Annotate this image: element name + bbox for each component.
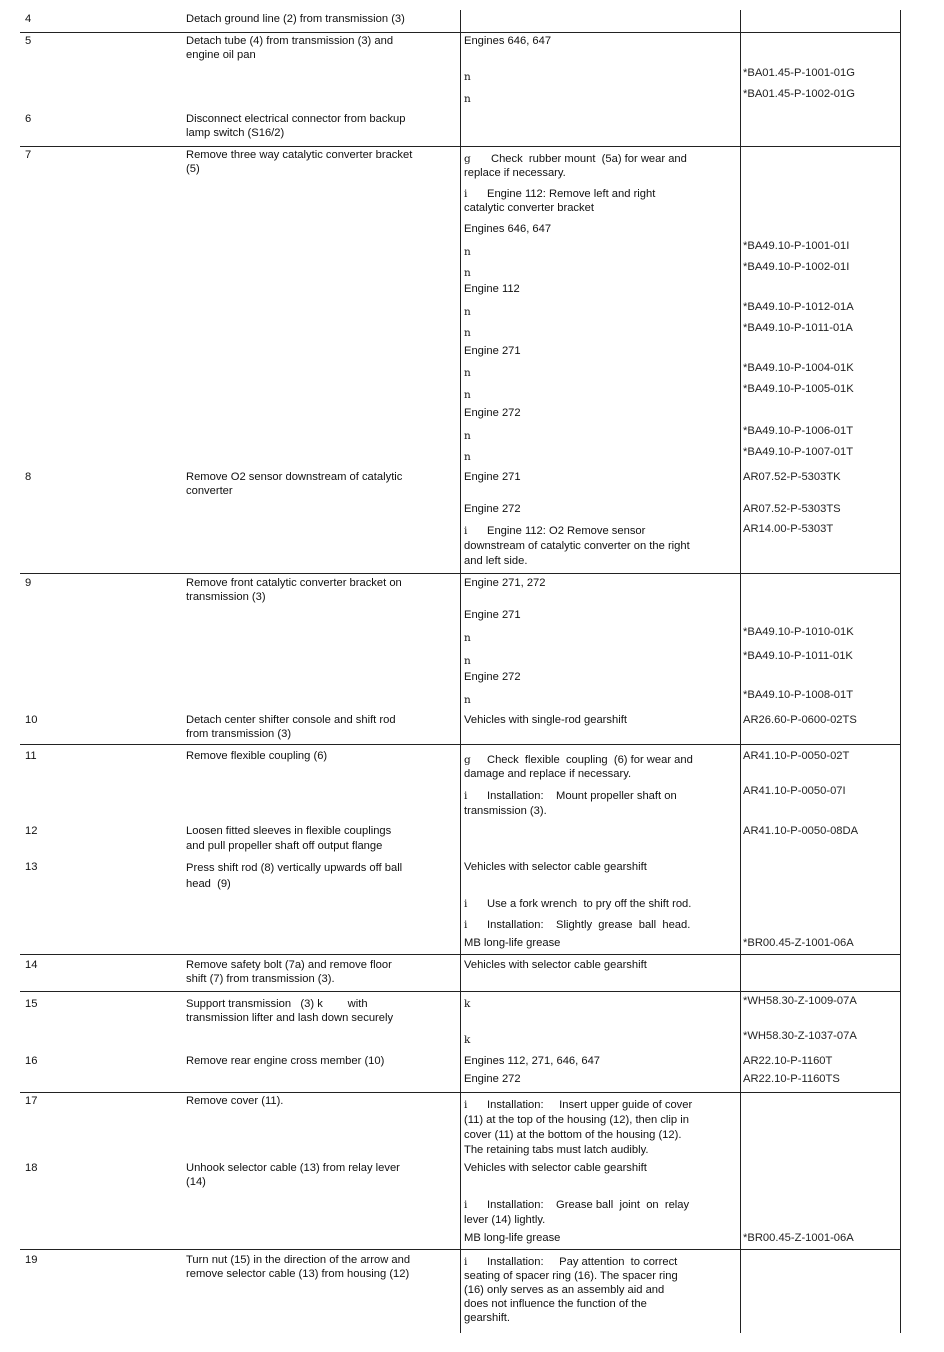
operation-text: Remove safety bolt (7a) and remove floor shift (7) from transmission (3). (186, 959, 392, 985)
operation-text: Remove three way catalytic converter bracket (5) (186, 149, 413, 175)
reference-link[interactable]: *BR00.45-Z-1001-06A (743, 937, 854, 949)
operation-text: Remove rear engine cross member (10) (186, 1055, 385, 1067)
row-divider (20, 954, 901, 955)
column-divider (740, 10, 741, 1333)
note-text: Check rubber mount (5a) for wear and replace if necessary. (464, 153, 687, 179)
info-icon: i (464, 525, 468, 537)
reference-link[interactable]: *BA49.10-P-1012-01A (743, 301, 854, 313)
note-text: Vehicles with selector cable gearshift (464, 1162, 647, 1174)
note-text: Installation: Mount propeller shaft on transmission (3). (464, 790, 677, 817)
operation-text: Remove O2 sensor downstream of catalytic converter (186, 471, 403, 497)
reference-link[interactable]: AR22.10-P-1160TS (743, 1073, 840, 1085)
note-text: Engine 271 (464, 471, 521, 483)
note-text: Engines 646, 647 (464, 223, 552, 235)
reference-link[interactable]: *BA49.10-P-1011-01A (743, 322, 853, 334)
info-icon: i (464, 1256, 468, 1268)
step-number: 11 (25, 750, 37, 762)
step-number: 8 (25, 471, 32, 483)
note-text: Engine 112 (464, 283, 520, 295)
row-divider (20, 1249, 901, 1250)
reference-link[interactable]: *BA49.10-P-1001-01I (743, 240, 850, 252)
row-divider (20, 744, 901, 745)
row-divider (20, 991, 901, 992)
column-divider (900, 10, 901, 1333)
note-text: Engine 272 (464, 671, 521, 683)
step-number: 7 (25, 149, 32, 161)
reference-link[interactable]: *BA49.10-P-1006-01T (743, 425, 854, 437)
bullet-icon: n (464, 267, 471, 279)
bullet-icon: n (464, 451, 471, 463)
reference-link[interactable]: *BA49.10-P-1005-01K (743, 383, 854, 395)
note-text: Engine 272 (464, 503, 521, 515)
operation-text: Loosen fitted sleeves in flexible couplings and pull propeller shaft off output flange (186, 825, 392, 852)
operation-text: Remove flexible coupling (6) (186, 750, 328, 762)
note-text: Check flexible coupling (6) for wear and damage and replace if necessary. (464, 754, 693, 780)
info-icon: i (464, 188, 468, 200)
row-divider (20, 573, 901, 574)
note-text: Engines 112, 271, 646, 647 (464, 1055, 601, 1067)
note-text: Engine 272 (464, 407, 521, 419)
bullet-icon: n (464, 71, 471, 83)
reference-link[interactable]: *BA49.10-P-1010-01K (743, 626, 854, 638)
operation-text: Detach center shifter console and shift rod from transmission (3) (186, 714, 396, 740)
info-icon: i (464, 1199, 468, 1211)
operation-text: Remove front catalytic converter bracket on transmission (3) (186, 577, 402, 603)
reference-link[interactable]: *BA49.10-P-1007-01T (743, 446, 854, 458)
reference-link[interactable]: AR14.00-P-5303T (743, 523, 834, 535)
reference-link[interactable]: AR26.60-P-0600-02TS (743, 714, 857, 726)
bullet-icon: n (464, 327, 471, 339)
reference-link[interactable]: *BR00.45-Z-1001-06A (743, 1232, 854, 1244)
note-text: Installation: Insert upper guide of cover (11) at the top of the housing (12), then clip in cover (11) at the bottom of the housing (12). The retaining tabs must latch audibly. (464, 1099, 693, 1156)
row-divider (20, 1092, 901, 1093)
note-text: Vehicles with selector cable gearshift (464, 861, 647, 873)
tool-icon: k (464, 1034, 471, 1046)
step-number: 17 (25, 1095, 38, 1107)
step-number: 5 (25, 35, 32, 47)
reference-link[interactable]: *BA01.45-P-1002-01G (743, 88, 855, 100)
row-divider (20, 32, 901, 33)
note-text: Installation: Grease ball joint on relay lever (14) lightly. (464, 1199, 690, 1226)
bullet-icon: n (464, 389, 471, 401)
reference-link[interactable]: AR41.10-P-0050-08DA (743, 825, 859, 837)
reference-link[interactable]: *WH58.30-Z-1037-07A (743, 1030, 857, 1042)
note-text: Engine 272 (464, 1073, 521, 1085)
info-icon: i (464, 790, 468, 802)
operation-text: Detach tube (4) from transmission (3) and engine oil pan (186, 35, 394, 61)
reference-link[interactable]: *BA49.10-P-1008-01T (743, 689, 854, 701)
note-text: Engine 112: Remove left and right catalytic converter bracket (464, 188, 656, 214)
reference-link[interactable]: AR07.52-P-5303TS (743, 503, 841, 515)
step-number: 10 (25, 714, 38, 726)
step-number: 19 (25, 1254, 38, 1266)
reference-link[interactable]: AR07.52-P-5303TK (743, 471, 841, 483)
reference-link[interactable]: AR41.10-P-0050-07I (743, 785, 846, 797)
step-number: 14 (25, 959, 38, 971)
bullet-icon: n (464, 246, 471, 258)
note-text: Engine 271, 272 (464, 577, 546, 589)
step-number: 6 (25, 113, 32, 125)
operation-text: Remove cover (11). (186, 1095, 284, 1107)
step-number: 4 (25, 13, 32, 25)
operation-text: Disconnect electrical connector from backup lamp switch (S16/2) (186, 113, 406, 139)
operation-text: Support transmission (3) k with transmission lifter and lash down securely (186, 998, 394, 1024)
check-icon: g (464, 153, 471, 165)
operation-text: Turn nut (15) in the direction of the arrow and remove selector cable (13) from housing (12) (186, 1254, 411, 1280)
step-number: 12 (25, 825, 38, 837)
reference-link[interactable]: AR41.10-P-0050-02T (743, 750, 850, 762)
column-divider (460, 10, 461, 1333)
row-divider (20, 146, 901, 147)
step-number: 9 (25, 577, 32, 589)
info-icon: i (464, 919, 468, 931)
note-text: Engine 271 (464, 609, 521, 621)
note-text: Use a fork wrench to pry off the shift rod. (487, 898, 692, 910)
step-number: 13 (25, 861, 38, 873)
note-text: Engines 646, 647 (464, 35, 552, 47)
check-icon: g (464, 754, 471, 766)
bullet-icon: n (464, 306, 471, 318)
bullet-icon: n (464, 632, 471, 644)
note-text: MB long-life grease (464, 1232, 561, 1244)
reference-link[interactable]: *BA49.10-P-1002-01I (743, 261, 850, 273)
reference-link[interactable]: AR22.10-P-1160T (743, 1055, 833, 1067)
reference-link[interactable]: *BA49.10-P-1011-01K (743, 650, 853, 662)
bullet-icon: n (464, 655, 471, 667)
bullet-icon: n (464, 93, 471, 105)
note-text: Vehicles with single-rod gearshift (464, 714, 627, 726)
bullet-icon: n (464, 367, 471, 379)
note-text: Vehicles with selector cable gearshift (464, 959, 647, 971)
reference-link[interactable]: *WH58.30-Z-1009-07A (743, 995, 857, 1007)
operation-text: Detach ground line (2) from transmission (3) (186, 13, 405, 25)
step-number: 15 (25, 998, 38, 1010)
info-icon: i (464, 898, 468, 910)
operation-text: Press shift rod (8) vertically upwards off ball head (9) (186, 862, 403, 890)
step-number: 16 (25, 1055, 38, 1067)
tool-icon: k (464, 998, 471, 1010)
note-text: Engine 271 (464, 345, 521, 357)
note-text: Engine 112: O2 Remove sensor downstream of catalytic converter on the right and left side. (464, 525, 690, 567)
bullet-icon: n (464, 430, 471, 442)
operation-text: Unhook selector cable (13) from relay lever (14) (186, 1162, 400, 1188)
reference-link[interactable]: *BA49.10-P-1004-01K (743, 362, 854, 374)
bullet-icon: n (464, 694, 471, 706)
note-text: MB long-life grease (464, 937, 561, 949)
note-text: Installation: Pay attention to correct seating of spacer ring (16). The spacer ring (16) only serves as an assembly aid and does not influence the function of the gearshift. (464, 1256, 678, 1324)
step-number: 18 (25, 1162, 38, 1174)
note-text: Installation: Slightly grease ball head. (487, 919, 691, 931)
reference-link[interactable]: *BA01.45-P-1001-01G (743, 67, 855, 79)
info-icon: i (464, 1099, 468, 1111)
